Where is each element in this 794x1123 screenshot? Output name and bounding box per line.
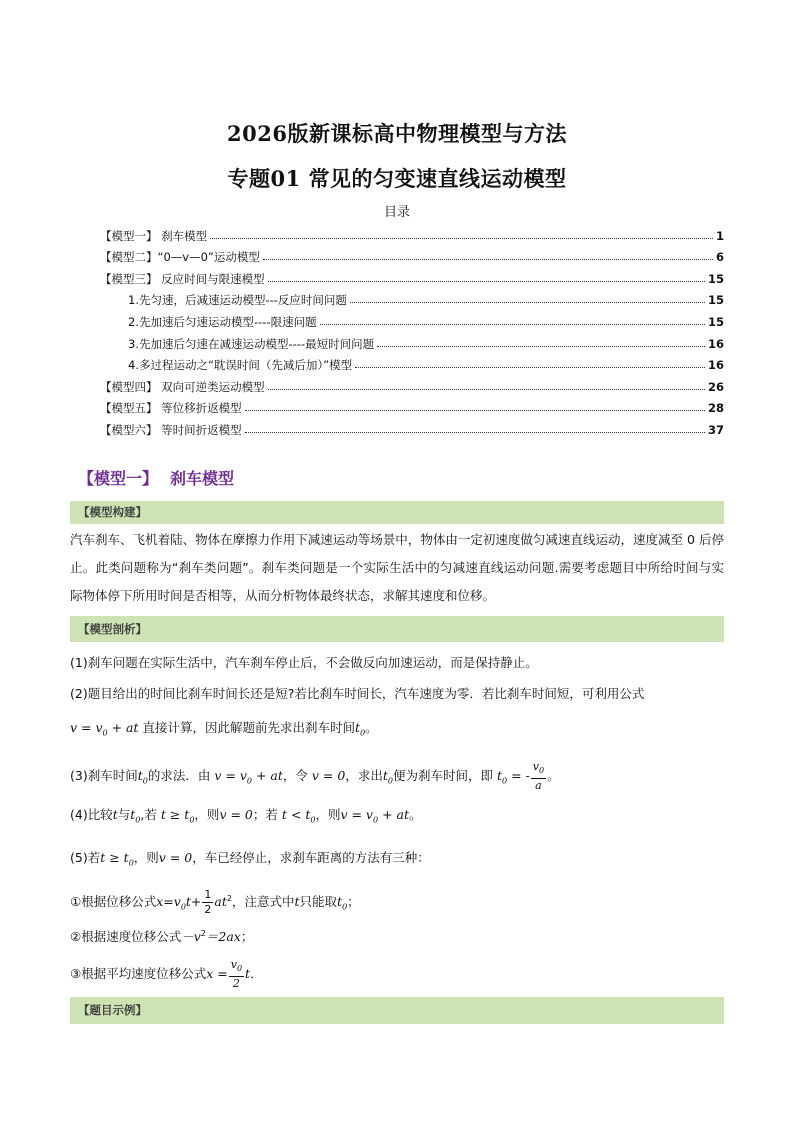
toc-entry-label: 4.多过程运动之“耽误时间（先减后加）”模型 <box>128 358 353 373</box>
section-tag: 【模型一】 <box>78 469 159 488</box>
method-1: ①根据位移公式$x=v_0t+$ $\frac{1}{2}$ $at^2$，注意式中t只能取$t_0$； <box>70 888 360 916</box>
document-title: 2026版新课标高中物理模型与方法 <box>227 121 567 146</box>
toc-entry[interactable] <box>100 243 724 265</box>
item-5: (5)若$t \ge t_0$，则v = 0，车已经停止，求刹车距离的方法有三种： <box>70 850 430 868</box>
toc-entry[interactable] <box>100 221 724 243</box>
toc-entry-page: 16 <box>707 358 724 373</box>
toc-entry[interactable] <box>100 372 724 394</box>
toc-entry-label: 【模型一】 刹车模型 <box>100 228 208 243</box>
band-example: 【题目示例】 <box>70 997 724 1024</box>
toc-leader-dots <box>268 281 705 282</box>
toc-entry-label: 1.先匀速，后减速运动模型---反应时间问题 <box>128 293 347 308</box>
item-2-line-1: (2)题目给出的时间比刹车时间长还是短?若比刹车时间长，汽车速度为零．若比刹车时间短，可利用公式 <box>70 686 645 701</box>
toc-leader-dots <box>245 432 705 433</box>
toc-entry-page: 1 <box>715 228 724 243</box>
item-2-line-2: $v = v_0$ + at 直接计算，因此解题前先求出刹车时间$t_0$。 <box>70 720 378 738</box>
toc-leader-dots <box>268 389 705 390</box>
toc-entry-label: 【模型五】 等位移折返模型 <box>100 401 242 416</box>
toc-leader-dots <box>320 324 705 325</box>
toc-entry-label: 【模型六】 等时间折返模型 <box>100 422 242 437</box>
item-4: (4)比较t与$t_0$,若 $t \ge t_0$，则v = 0；若 $t < t_0$，则$v = v_0$ + at。 <box>70 807 422 825</box>
method-3: ③根据平均速度位移公式x = $\frac{v_0}{2}$ t． <box>70 958 263 991</box>
toc-entry[interactable] <box>100 351 724 373</box>
item-3: (3)刹车时间$t_0$的求法．由 $v = v_0$ + at，令 v = 0，求出$t_0$便为刹车时间，即 $t_0$ = - $\frac{v_0}{a}$ 。 <box>70 760 560 793</box>
toc-entry-label: 【模型二】“0—v—0”运动模型 <box>100 250 260 265</box>
item-1: (1)刹车问题在实际生活中，汽车刹车停止后，不会做反向加速运动，而是保持静止。 <box>70 655 538 670</box>
toc-entry-label: 【模型四】 双向可逆类运动模型 <box>100 379 265 394</box>
document-subtitle: 专题01 常见的匀变速直线运动模型 <box>227 166 567 191</box>
toc-entry-label: 2.先加速后匀速运动模型----限速问题 <box>128 314 317 329</box>
section-title <box>78 466 234 489</box>
toc-leader-dots <box>350 302 705 303</box>
toc-leader-dots <box>355 367 705 368</box>
section-name: 刹车模型 <box>170 469 235 488</box>
fraction-v0-over-a: $\frac{v_0}{a}$ <box>532 760 545 793</box>
toc-entry-page: 16 <box>707 336 724 351</box>
fraction-one-half: $\frac{1}{2}$ <box>204 888 212 916</box>
toc-entry-label: 【模型三】 反应时间与限速模型 <box>100 271 265 286</box>
toc-leader-dots <box>210 238 713 239</box>
table-of-contents <box>100 221 724 437</box>
toc-leader-dots <box>245 410 705 411</box>
toc-entry[interactable] <box>100 329 724 351</box>
toc-entry-page: 15 <box>707 293 724 308</box>
toc-leader-dots <box>263 259 713 260</box>
fraction-v0-over-2: $\frac{v_0}{2}$ <box>230 958 243 991</box>
band-model-analysis: 【模型剖析】 <box>70 616 724 642</box>
toc-entry-page: 6 <box>715 250 724 265</box>
toc-entry[interactable] <box>100 415 724 437</box>
toc-entry-page: 37 <box>707 422 724 437</box>
toc-entry[interactable] <box>100 307 724 329</box>
band-model-build: 【模型构建】 <box>70 501 724 524</box>
build-paragraph: 汽车刹车、飞机着陆、物体在摩擦力作用下减速运动等场景中，物体由一定初速度做匀减速直线运动，速度减至 0 后停止。此类问题称为“刹车类问题”。刹车类问题是一个实际生活中的匀减速直线运动问题.需要考虑题目中所给时间与实际物体停下所用时间是否相等，从而分析物体最终状态，求解其速度和位移。 <box>70 532 724 603</box>
method-2: ②根据速度位移公式$-v^2=2ax$； <box>70 928 254 944</box>
toc-entry[interactable] <box>100 264 724 286</box>
toc-entry-page: 28 <box>707 401 724 416</box>
toc-entry[interactable] <box>100 394 724 416</box>
toc-entry[interactable] <box>100 286 724 308</box>
toc-entry-page: 15 <box>707 314 724 329</box>
toc-heading: 目录 <box>383 205 410 220</box>
toc-entry-page: 15 <box>707 271 724 286</box>
toc-entry-label: 3.先加速后匀速在减速运动模型----最短时间问题 <box>128 336 375 351</box>
toc-leader-dots <box>377 346 705 347</box>
toc-entry-page: 26 <box>707 379 724 394</box>
